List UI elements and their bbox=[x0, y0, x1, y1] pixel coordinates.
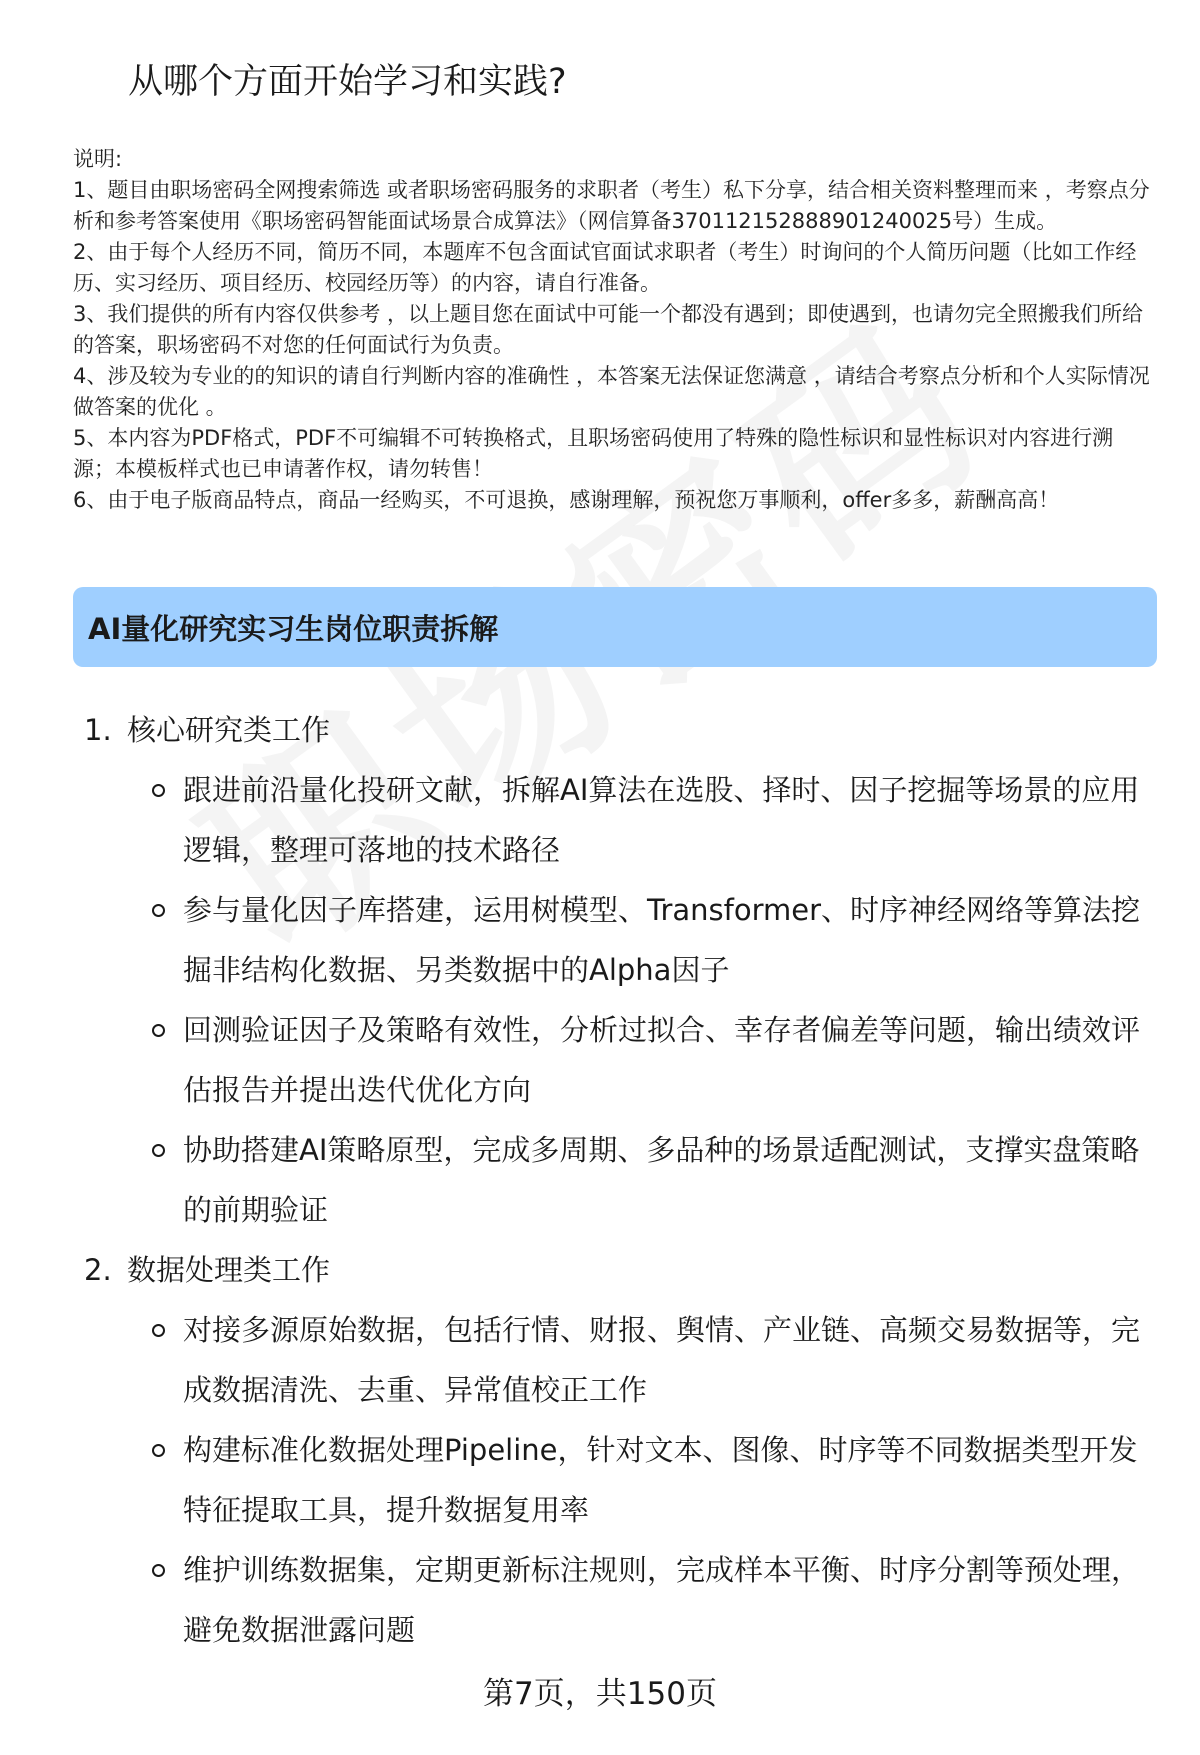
note-item: 2、由于每个人经历不同，简历不同，本题库不包含面试官面试求职者（考生）时询问的个人简历问题（比如工作经历、实习经历、项目经历、校园经历等）的内容，请自行准备。 bbox=[73, 240, 1137, 295]
list-item bbox=[84, 1120, 1144, 1240]
group-title: 数据处理类工作 bbox=[127, 1253, 331, 1287]
hollow-circle-bullet-icon bbox=[152, 1444, 165, 1457]
responsibility-outline bbox=[84, 700, 1144, 1660]
list-item bbox=[84, 1000, 1144, 1120]
list-item-text: 回测验证因子及策略有效性，分析过拟合、幸存者偏差等问题，输出绩效评估报告并提出迭代优化方向 bbox=[183, 1013, 1141, 1107]
hollow-circle-bullet-icon bbox=[152, 784, 165, 797]
page-number: 第7页，共150页 bbox=[483, 1676, 717, 1712]
outline-group bbox=[84, 700, 1144, 1240]
list-item bbox=[84, 1540, 1144, 1660]
group-number: 2. bbox=[84, 1253, 112, 1287]
hollow-circle-bullet-icon bbox=[152, 1564, 165, 1577]
group-title: 核心研究类工作 bbox=[127, 713, 331, 747]
list-item-text: 协助搭建AI策略原型，完成多周期、多品种的场景适配测试，支撑实盘策略的前期验证 bbox=[183, 1133, 1140, 1227]
note-item: 6、由于电子版商品特点，商品一经购买，不可退换，感谢理解，预祝您万事顺利，offer多多，薪酬高高！ bbox=[73, 488, 1060, 512]
outline-group bbox=[84, 1240, 1144, 1660]
group-heading bbox=[84, 700, 1144, 760]
group-items bbox=[84, 1300, 1144, 1660]
section-banner bbox=[73, 587, 1157, 667]
section-title: AI量化研究实习生岗位职责拆解 bbox=[88, 611, 499, 646]
notes-heading: 说明: bbox=[73, 147, 123, 171]
list-item-text: 对接多源原始数据，包括行情、财报、舆情、产业链、高频交易数据等，完成数据清洗、去重、异常值校正工作 bbox=[183, 1313, 1141, 1407]
list-item bbox=[84, 880, 1144, 1000]
group-items bbox=[84, 760, 1144, 1240]
group-heading bbox=[84, 1240, 1144, 1300]
list-item-text: 跟进前沿量化投研文献，拆解AI算法在选股、择时、因子挖掘等场景的应用逻辑，整理可落地的技术路径 bbox=[183, 773, 1140, 867]
list-item bbox=[84, 760, 1144, 880]
note-item: 5、本内容为PDF格式，PDF不可编辑不可转换格式，且职场密码使用了特殊的隐性标识和显性标识对内容进行溯源；本模板样式也已申请著作权，请勿转售！ bbox=[73, 426, 1114, 481]
note-item: 1、题目由职场密码全网搜索筛选 或者职场密码服务的求职者（考生）私下分享，结合相关资料整理而来 ，考察点分析和参考答案使用《职场密码智能面试场景合成算法》（网信算备370112152888901240025号）生成。 bbox=[73, 178, 1150, 233]
note-item: 3、我们提供的所有内容仅供参考 ，以上题目您在面试中可能一个都没有遇到；即使遇到，也请勿完全照搬我们所给的答案，职场密码不对您的任何面试行为负责。 bbox=[73, 302, 1144, 357]
hollow-circle-bullet-icon bbox=[152, 1024, 165, 1037]
list-item-text: 构建标准化数据处理Pipeline，针对文本、图像、时序等不同数据类型开发特征提取工具，提升数据复用率 bbox=[183, 1433, 1138, 1527]
hollow-circle-bullet-icon bbox=[152, 904, 165, 917]
note-item: 4、涉及较为专业的的知识的请自行判断内容的准确性 ，本答案无法保证您满意 ，请结合考察点分析和个人实际情况做答案的优化 。 bbox=[73, 364, 1150, 419]
list-item-text: 参与量化因子库搭建，运用树模型、Transformer、时序神经网络等算法挖掘非结构化数据、另类数据中的Alpha因子 bbox=[183, 893, 1141, 987]
hollow-circle-bullet-icon bbox=[152, 1324, 165, 1337]
list-item-text: 维护训练数据集，定期更新标注规则，完成样本平衡、时序分割等预处理，避免数据泄露问题 bbox=[183, 1553, 1141, 1647]
list-item bbox=[84, 1420, 1144, 1540]
hollow-circle-bullet-icon bbox=[152, 1144, 165, 1157]
disclaimer-notes bbox=[73, 144, 1155, 516]
list-item bbox=[84, 1300, 1144, 1420]
page-title: 从哪个方面开始学习和实践? bbox=[128, 62, 567, 102]
group-number: 1. bbox=[84, 713, 112, 747]
